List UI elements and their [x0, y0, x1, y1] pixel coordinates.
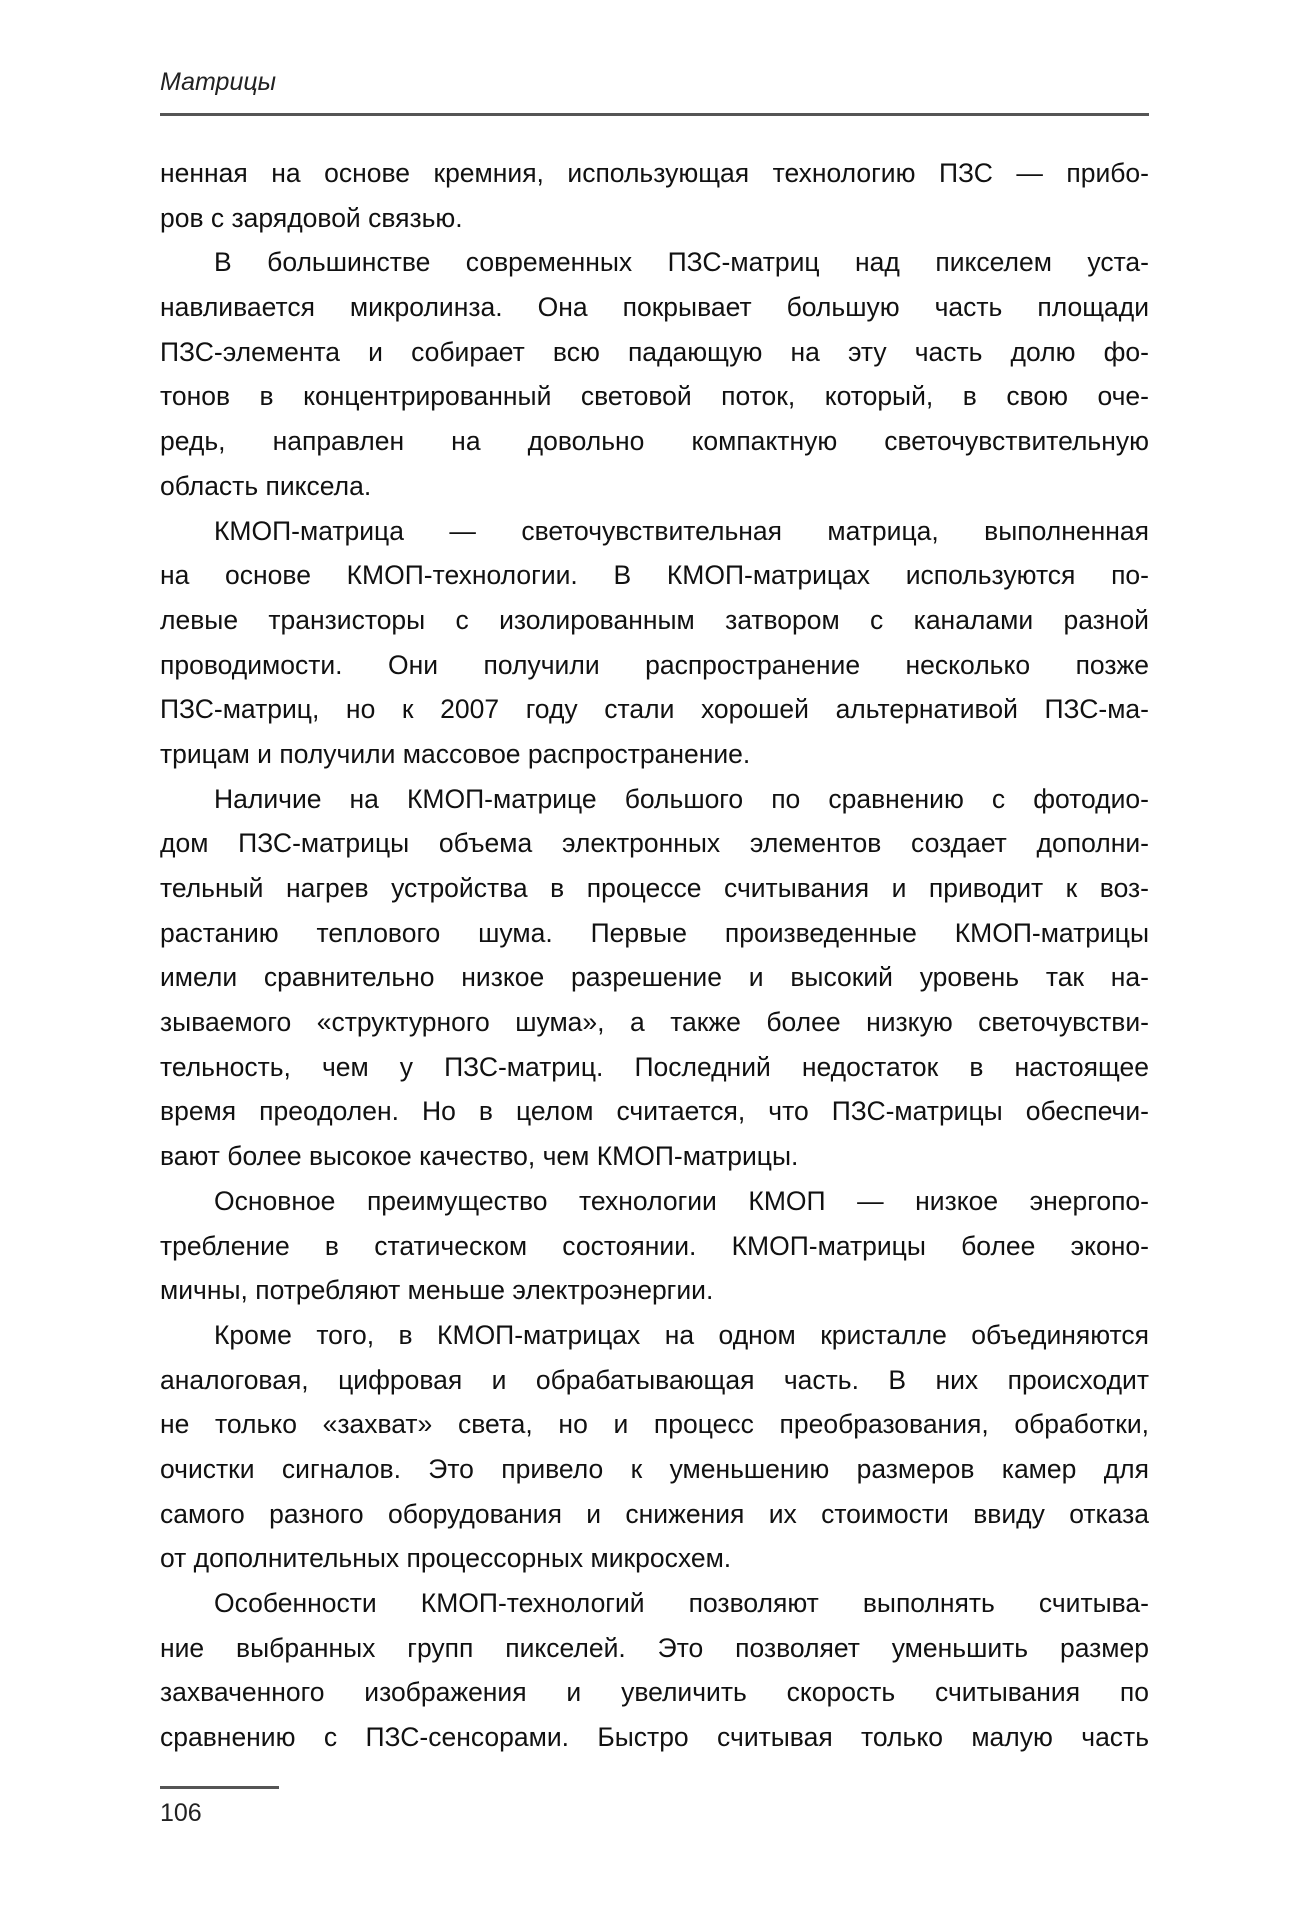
text-line: ПЗС-элемента и собирает всю падающую на эту часть долю фо- — [160, 336, 1149, 367]
text-line: на основе КМОП-технологии. В КМОП-матрицах используются по- — [160, 560, 1149, 591]
text-line: Основное преимущество технологии КМОП — низкое энергопо- — [214, 1185, 1149, 1216]
text-line: время преодолен. Но в целом считается, что ПЗС-матрицы обеспечи- — [160, 1096, 1149, 1127]
text-line: растанию теплового шума. Первые произведенные КМОП-матрицы — [160, 917, 1149, 948]
text-line: тонов в концентрированный световой поток, который, в свою оче- — [160, 381, 1149, 412]
text-line: аналоговая, цифровая и обрабатывающая часть. В них происходит — [160, 1364, 1149, 1395]
text-line: мичны, потребляют меньше электроэнергии. — [160, 1275, 714, 1306]
text-line: проводимости. Они получили распространение несколько позже — [160, 649, 1149, 680]
text-line: Кроме того, в КМОП-матрицах на одном кристалле объединяются — [214, 1319, 1149, 1350]
text-line: Наличие на КМОП-матрице большого по сравнению с фотодио- — [214, 783, 1149, 814]
text-line: требление в статическом состоянии. КМОП-матрицы более эконо- — [160, 1230, 1149, 1261]
text-line: редь, направлен на довольно компактную светочувствительную — [160, 426, 1149, 457]
text-line: захваченного изображения и увеличить скорость считывания по — [160, 1677, 1149, 1708]
text-line: вают более высокое качество, чем КМОП-матрицы. — [160, 1141, 799, 1172]
paragraph — [160, 777, 1149, 1179]
text-line: В большинстве современных ПЗС-матриц над пикселем уста- — [214, 247, 1149, 278]
footer-rule — [160, 1786, 279, 1789]
text-line: имели сравнительно низкое разрешение и высокий уровень так на- — [160, 962, 1149, 993]
body-text — [160, 151, 1149, 1760]
text-line: тельный нагрев устройства в процессе считывания и приводит к воз- — [160, 873, 1149, 903]
page-number: 106 — [160, 1799, 202, 1827]
text-line: от дополнительных процессорных микросхем. — [160, 1543, 732, 1574]
text-line: Особенности КМОП-технологий позволяют выполнять считыва- — [214, 1588, 1149, 1618]
header-rule — [160, 113, 1149, 116]
text-line: ров с зарядовой связью. — [160, 202, 463, 233]
text-line: область пиксела. — [160, 470, 372, 501]
text-line: не только «захват» света, но и процесс преобразования, обработки, — [160, 1409, 1149, 1440]
paragraph — [160, 240, 1149, 508]
text-line: очистки сигналов. Это привело к уменьшению размеров камер для — [160, 1453, 1149, 1484]
text-line: навливается микролинза. Она покрывает большую часть площади — [160, 292, 1149, 323]
text-line: сравнению с ПЗС-сенсорами. Быстро считывая только малую часть — [160, 1722, 1149, 1753]
text-line: ние выбранных групп пикселей. Это позволяет уменьшить размер — [160, 1632, 1149, 1663]
paragraph — [160, 151, 1149, 240]
text-line: зываемого «структурного шума», а также более низкую светочувстви- — [160, 1007, 1149, 1038]
text-line: тельность, чем у ПЗС-матриц. Последний недостаток в настоящее — [160, 1051, 1149, 1082]
paragraph — [160, 1581, 1149, 1760]
text-line: ненная на основе кремния, использующая технологию ПЗС — прибо- — [160, 158, 1149, 188]
text-line: левые транзисторы с изолированным затвором с каналами разной — [160, 604, 1149, 635]
paragraph — [160, 1179, 1149, 1313]
running-head: Матрицы — [160, 68, 277, 96]
paragraph — [160, 1313, 1149, 1581]
paragraph — [160, 509, 1149, 777]
text-line: дом ПЗС-матрицы объема электронных элементов создает дополни- — [160, 828, 1149, 859]
text-line: ПЗС-матриц, но к 2007 году стали хорошей альтернативой ПЗС-ма- — [160, 694, 1149, 725]
text-line: трицам и получили массовое распространение. — [160, 738, 751, 769]
text-line: самого разного оборудования и снижения их стоимости ввиду отказа — [160, 1498, 1149, 1529]
text-line: КМОП-матрица — светочувствительная матрица, выполненная — [214, 515, 1149, 546]
